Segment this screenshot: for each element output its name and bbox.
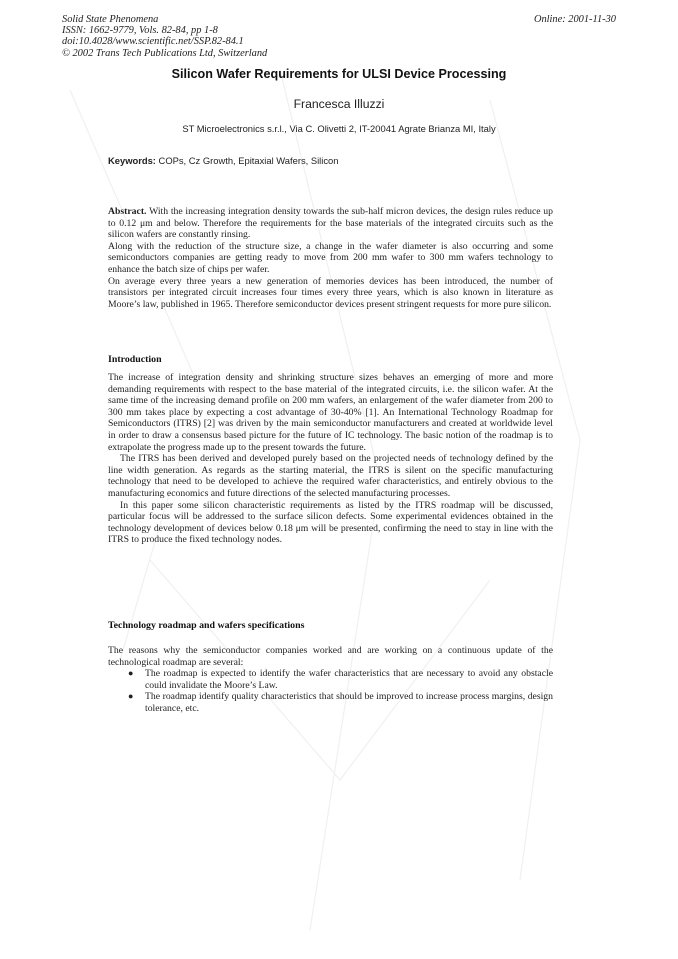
bullet-text-2: The roadmap identify quality characteristics that should be improved to increase process margins, design tolerance, etc. [145,691,553,714]
abstract-text-1: With the increasing integration density towards the sub-half micron devices, the design rules reduce up to 0.12 μm and below. Therefore the requirements for the base materials of the integrated circuits such as the silicon wafers are constantly rinsing. [108,206,553,241]
journal-name: Solid State Phenomena [62,14,159,25]
keywords-label: Keywords: [108,155,156,166]
introduction-paragraph-2: The ITRS has been derived and developed purely based on the projected needs of technology defined by the line width generation. As regards as the starting material, the ITRS is silent on the specific manufacturing technology that need to be developed to achieve the required wafer characteristics, and entirely obvious to the manufacturing economics and future directions of the selected manufacturing processes. [108,453,553,499]
online-date: Online: 2001-11-30 [533,14,616,25]
abstract-paragraph-1 [108,206,553,241]
abstract-label: Abstract. [108,206,147,217]
journal-doi: doi:10.4028/www.scientific.net/SSP.82-84.1 [62,36,244,48]
introduction-section [108,372,553,546]
paper-title: Silicon Wafer Requirements for ULSI Device Processing [171,67,507,81]
roadmap-section [108,645,553,715]
list-item [108,691,553,714]
keywords-text: COPs, Cz Growth, Epitaxial Wafers, Silicon [158,155,339,166]
abstract-paragraph-3: On average every three years a new generation of memories devices has been introduced, the number of transistors per integrated circuit increases four times every three years, which is also known in literature as Moore’s law, published in 1965. Therefore semiconductor devices present stringent requests for more pure silicon. [108,275,553,310]
introduction-paragraph-1: The increase of integration density and shrinking structure sizes behaves an emerging of more and more demanding requirements with respect to the base material of the integrated circuits, i.e. the silicon wafer. At the same time of the increasing demand profile on 200 mm wafers, an enlargement of the wafer diameter from 200 to 300 mm takes place by expecting a cost advantage of 30-40% [1]. An International Technology Roadmap for Semiconductors (ITRS) [2] was driven by the main semiconductor manufacturers and created at worldwide level in order to draw a consensus based picture for the future of IC technology. The basic notion of the roadmap is to extrapolate the progress made up to the present towards the future. [108,372,553,453]
abstract-paragraph-2: Along with the reduction of the structure size, a change in the wafer diameter is also occurring and some semiconductors companies are getting ready to move from 200 mm wafer to 300 mm wafers technology to enhance the batch size of chips per wafer. [108,240,553,275]
introduction-heading: Introduction [108,354,162,365]
author-affiliation: ST Microelectronics s.r.l., Via C. Olivetti 2, IT-20041 Agrate Brianza MI, Italy [182,123,496,134]
roadmap-intro: The reasons why the semiconductor companies worked and are working on a continuous update of the technological roadmap are several: [108,645,553,668]
roadmap-bullet-list [108,668,553,714]
paper-author: Francesca Illuzzi [293,97,385,111]
keywords-line [108,155,338,166]
roadmap-heading: Technology roadmap and wafers specifications [108,620,305,631]
introduction-paragraph-3: In this paper some silicon characteristic requirements as listed by the ITRS roadmap will be discussed, particular focus will be addressed to the surface silicon defects. Some experimental evidences obtained in the technology development of devices below 0.18 μm will be presented, confirming the need to stay in line with the ITRS to produce the fixed technology nodes. [108,499,553,546]
bullet-icon: ● [128,691,134,702]
bullet-text-1: The roadmap is expected to identify the wafer characteristics that are necessary to avoid any obstacle could invalidate the Moore’s Law. [145,668,553,691]
bullet-icon: ● [128,668,134,679]
list-item [108,668,553,691]
journal-metadata [62,14,267,59]
journal-issn: ISSN: 1662-9779, Vols. 82-84, pp 1-8 [62,25,218,37]
abstract-section [108,206,553,310]
journal-copyright: © 2002 Trans Tech Publications Ltd, Switzerland [62,47,268,59]
